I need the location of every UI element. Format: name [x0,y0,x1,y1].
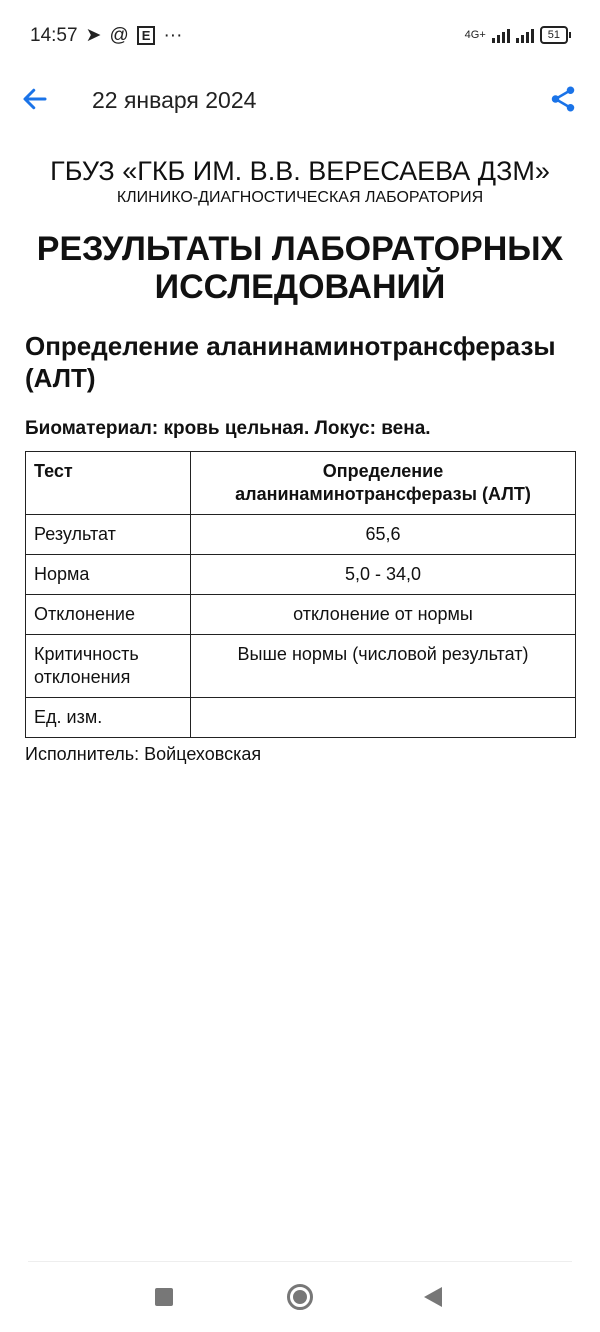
table-header-row [26,452,576,515]
network-type: 4G+ [464,29,486,41]
row-label: Критичность отклонения [26,635,191,698]
status-bar-right [465,26,568,44]
nav-back-icon[interactable] [424,1287,442,1307]
back-arrow-icon[interactable] [20,84,50,114]
test-name: Определение аланинаминотрансферазы (АЛТ) [25,331,556,393]
telegram-icon: ➤ [85,25,102,46]
laboratory-name: КЛИНИКО-ДИАГНОСТИЧЕСКАЯ ЛАБОРАТОРИЯ [116,189,484,206]
row-label: Ед. изм. [26,698,191,738]
organization-name: ГБУЗ «ГКБ ИМ. В.В. ВЕРЕСАЕВА ДЗМ» [50,156,550,186]
table-row [26,698,576,738]
table-row [26,635,576,698]
recents-icon[interactable] [155,1288,173,1306]
more-icon: ··· [163,24,183,46]
status-time: 14:57 [30,24,78,46]
signal-icon-2 [516,27,534,43]
row-label: Результат [26,515,191,555]
divider [28,1261,572,1262]
table-row [26,555,576,595]
header-cell: Тест [26,452,191,515]
results-table [25,451,576,738]
table-row [26,595,576,635]
header-cell: Определение аланинаминотрансферазы (АЛТ) [191,452,576,515]
executor: Исполнитель: Войцеховская [25,744,262,764]
e-icon: E [137,26,156,45]
signal-icon [492,27,510,43]
battery-icon: 51 [540,26,568,44]
share-icon[interactable] [548,84,578,114]
row-value: отклонение от нормы [191,595,576,635]
row-label: Норма [26,555,191,595]
row-value: 65,6 [191,515,576,555]
table-row [26,515,576,555]
home-icon[interactable] [287,1284,313,1310]
at-icon: @ [109,24,129,46]
row-value: Выше нормы (числовой результат) [191,635,576,698]
biomaterial: Биоматериал: кровь цельная. Локус: вена. [25,418,431,439]
status-bar-left [30,24,182,47]
row-label: Отклонение [26,595,191,635]
document-title: РЕЗУЛЬТАТЫ ЛАБОРАТОРНЫХ ИССЛЕДОВАНИЙ [36,230,564,306]
header-date: 22 января 2024 [92,87,257,113]
row-value: 5,0 - 34,0 [191,555,576,595]
row-value [191,698,576,738]
